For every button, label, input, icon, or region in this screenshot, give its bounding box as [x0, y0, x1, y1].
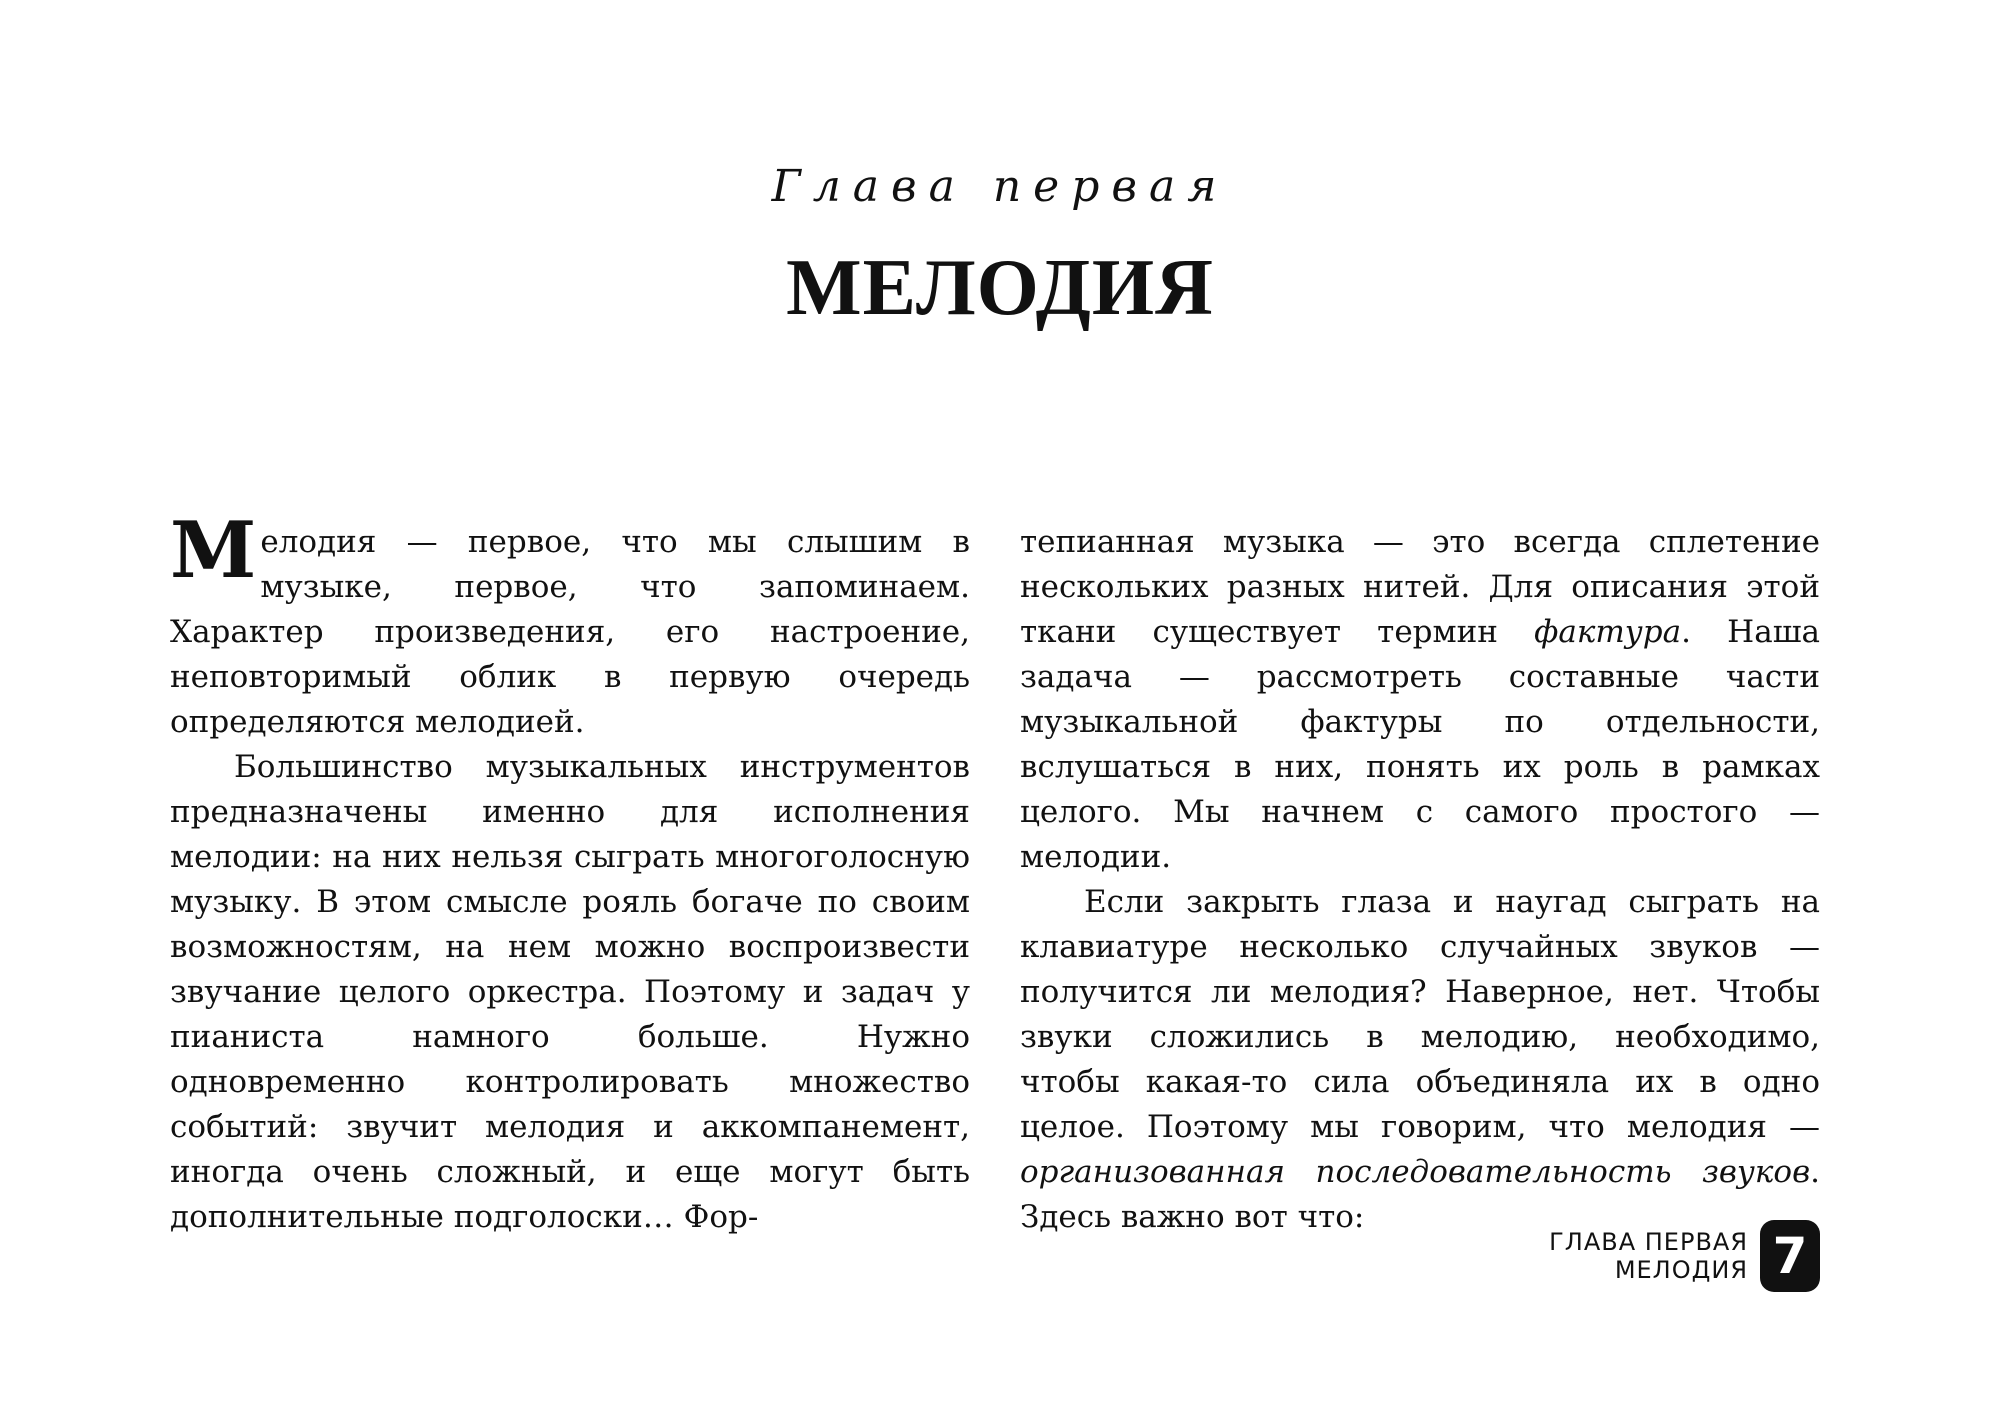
paragraph-text: Если закрыть глаза и наугад сыграть на клавиатуре несколько случайных звуков — получится ли мелодия? Наверное, нет. Чтобы звуки сложились в мелодию, необходимо, чтобы какая-то сила объединяла их в одно целое. Поэтому мы говорим, что мелодия —: [1020, 884, 1820, 1145]
paragraph-text: . Здесь важно вот что:: [1020, 1154, 1820, 1235]
paragraph-text: . Наша задача — рассмотреть составные части музыкальной фактуры по отдельности, вслушаться в них, понять их роль в рамках целого. Мы начнем с самого простого — мелодии.: [1020, 614, 1820, 875]
paragraph: Большинство музыкальных инструментов предназначены именно для исполнения мелодии: на них нельзя сыграть многоголосную музыку. В этом смысле рояль богаче по своим возможностям, на нем можно воспроизвести звучание целого оркестра. Поэтому и задач у пианиста намного больше. Нужно одновременно контролировать множество событий: звучит мелодия и аккомпанемент, иногда очень сложный, и еще могут быть дополнительные подголоски… Фор-: [170, 749, 970, 1235]
footer-chapter-info: [1549, 1228, 1748, 1284]
chapter-title: МЕЛОДИЯ: [786, 244, 1214, 332]
footer-chapter-line: ГЛАВА ПЕРВАЯ: [1549, 1228, 1748, 1256]
chapter-label: Глава первая: [771, 161, 1229, 212]
term-emphasis: организованная последовательность звуков: [1020, 1154, 1811, 1190]
page-number-badge: 7: [1760, 1220, 1820, 1292]
drop-cap: М: [170, 505, 257, 596]
left-column: [170, 505, 970, 1240]
right-column: [1020, 520, 1820, 1240]
paragraph: [1020, 880, 1820, 1240]
paragraph: [170, 505, 970, 745]
running-footer: [1549, 1220, 1820, 1292]
paragraph-text: елодия — первое, что мы слышим в музыке, первое, что запоминаем. Характер произведения, его настроение, неповторимый облик в первую очередь определяются мелодией.: [170, 524, 970, 740]
term-emphasis: фактура: [1534, 614, 1682, 650]
paragraph: [1020, 520, 1820, 880]
footer-title-line: МЕЛОДИЯ: [1614, 1256, 1748, 1284]
paragraph-text: тепианная музыка — это всегда сплетение нескольких разных нитей. Для описания этой ткани существует термин: [1020, 524, 1820, 650]
